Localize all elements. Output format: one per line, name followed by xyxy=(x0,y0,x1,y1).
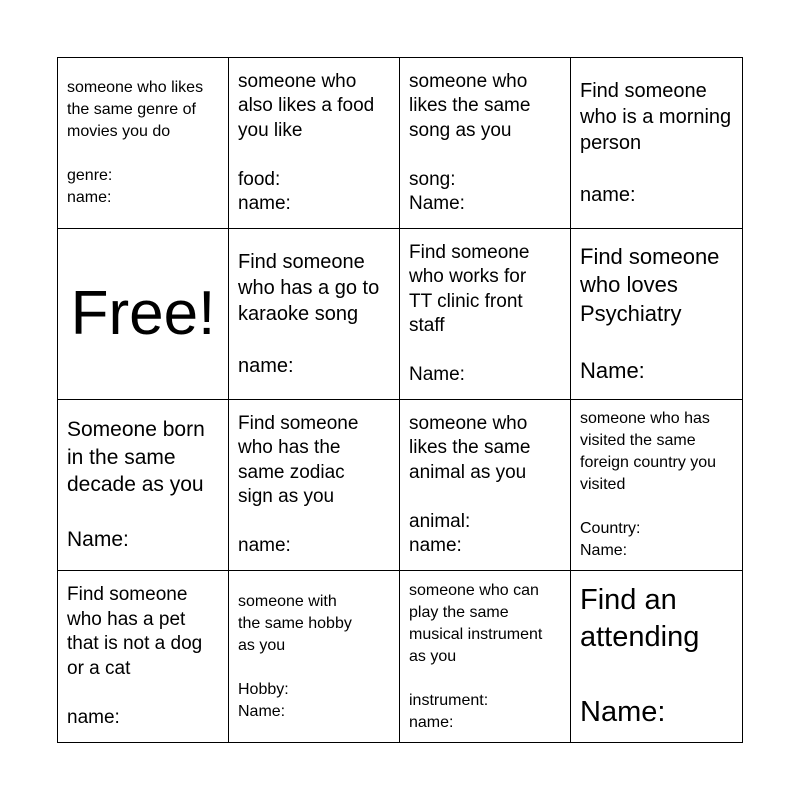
bingo-cell-text: someone who also likes a food you like food: name: xyxy=(238,70,375,214)
bingo-cell-r1c4[interactable] xyxy=(571,58,742,229)
bingo-cell-text: Find someone who loves Psychiatry Name: xyxy=(580,243,720,383)
bingo-cell-text: someone who has visited the same foreign country you visited Country: Name: xyxy=(580,410,717,559)
bingo-cell-r4c4[interactable] xyxy=(571,571,742,742)
bingo-cell-r3c3[interactable] xyxy=(400,400,571,571)
bingo-cell-r4c2[interactable] xyxy=(229,571,400,742)
bingo-cell-r3c1[interactable] xyxy=(58,400,229,571)
bingo-cell-text: Find someone who is a morning person name: xyxy=(580,80,732,206)
bingo-cell-r1c3[interactable] xyxy=(400,58,571,229)
bingo-cell-free[interactable] xyxy=(58,229,229,400)
bingo-cell-text: Find someone who works for TT clinic front staff Name: xyxy=(409,241,530,385)
bingo-cell-text: Find someone who has the same zodiac sign as you name: xyxy=(238,412,359,556)
bingo-cell-r3c2[interactable] xyxy=(229,400,400,571)
bingo-cell-text: someone who can play the same musical instrument as you instrument: name: xyxy=(409,581,543,731)
bingo-cell-text: Find someone who has a pet that is not a dog or a cat name: xyxy=(67,584,203,728)
free-space-label: Free! xyxy=(70,279,216,348)
bingo-cell-r4c3[interactable] xyxy=(400,571,571,742)
bingo-cell-r1c2[interactable] xyxy=(229,58,400,229)
bingo-cell-r3c4[interactable] xyxy=(571,400,742,571)
bingo-cell-r2c2[interactable] xyxy=(229,229,400,400)
bingo-cell-text: someone who likes the same song as you song: Name: xyxy=(409,70,531,214)
bingo-cell-r4c1[interactable] xyxy=(58,571,229,742)
bingo-card xyxy=(57,57,743,743)
bingo-cell-r1c1[interactable] xyxy=(58,58,229,229)
bingo-cell-text: Find an attending Name: xyxy=(580,583,700,728)
bingo-cell-text: Find someone who has a go to karaoke song name: xyxy=(238,251,380,377)
bingo-cell-r2c4[interactable] xyxy=(571,229,742,400)
bingo-cell-r2c3[interactable] xyxy=(400,229,571,400)
bingo-cell-text: someone who likes the same genre of movies you do genre: name: xyxy=(67,79,204,206)
bingo-cell-text: someone who likes the same animal as you animal: name: xyxy=(409,412,531,556)
bingo-cell-text: someone with the same hobby as you Hobby: Name: xyxy=(238,592,352,720)
bingo-cell-text: Someone born in the same decade as you Name: xyxy=(67,418,205,552)
